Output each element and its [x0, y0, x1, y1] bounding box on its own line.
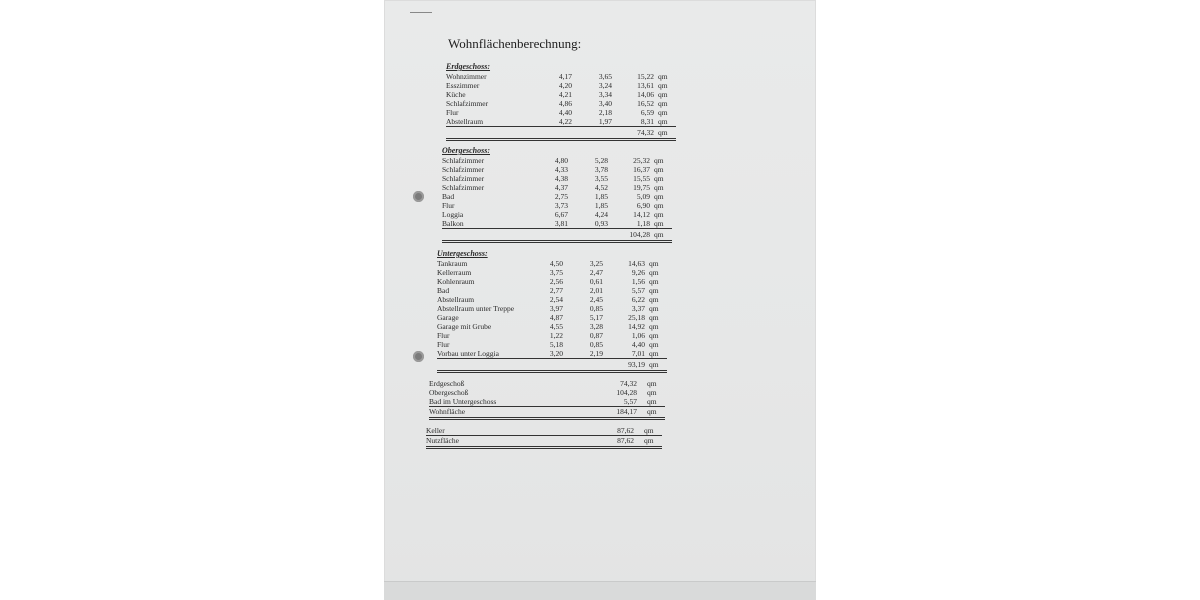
unit-label: qm	[649, 360, 659, 369]
section-heading: Erdgeschoss:	[446, 62, 491, 71]
area-value: 7,01	[631, 349, 645, 358]
unit-label: qm	[654, 165, 664, 174]
table-row	[446, 99, 676, 108]
section-total-row	[446, 126, 676, 137]
room-name: Vorbau unter Loggia	[437, 349, 499, 358]
table-row	[437, 313, 667, 322]
table-row	[442, 165, 672, 174]
section-erdgeschoss	[446, 62, 676, 141]
unit-label: qm	[644, 436, 654, 445]
length-value: 4,37	[554, 183, 568, 192]
table-row	[437, 340, 667, 349]
length-value: 4,33	[554, 165, 568, 174]
document-page	[384, 0, 816, 600]
length-value: 2,54	[549, 295, 563, 304]
width-value: 3,28	[589, 322, 603, 331]
unit-label: qm	[647, 379, 657, 388]
width-value: 0,87	[589, 331, 603, 340]
room-name: Flur	[437, 331, 450, 340]
room-name: Kellerraum	[437, 268, 472, 277]
area-value: 25,32	[633, 156, 650, 165]
unit-label: qm	[654, 210, 664, 219]
unit-label: qm	[658, 128, 668, 137]
unit-label: qm	[654, 174, 664, 183]
room-name: Wohnzimmer	[446, 72, 487, 81]
unit-label: qm	[658, 108, 668, 117]
length-value: 4,22	[558, 117, 572, 126]
table-row	[442, 174, 672, 183]
width-value: 0,85	[589, 340, 603, 349]
unit-label: qm	[658, 81, 668, 90]
area-value: 13,61	[637, 81, 654, 90]
nutzflaeche-label: Nutzfläche	[426, 436, 459, 445]
table-row	[442, 210, 672, 219]
table-row	[446, 108, 676, 117]
room-name: Tankraum	[437, 259, 468, 268]
wohnflaeche-label: Wohnfläche	[429, 407, 466, 416]
unit-label: qm	[658, 72, 668, 81]
unit-label: qm	[654, 156, 664, 165]
width-value: 5,17	[589, 313, 603, 322]
double-underline	[437, 370, 667, 373]
unit-label: qm	[649, 286, 659, 295]
room-name: Loggia	[442, 210, 464, 219]
section-total-value: 104,28	[629, 230, 650, 239]
table-row	[437, 277, 667, 286]
unit-label: qm	[649, 349, 659, 358]
width-value: 2,47	[589, 268, 603, 277]
section-total-value: 74,32	[637, 128, 654, 137]
corner-mark	[410, 6, 432, 22]
unit-label: qm	[658, 99, 668, 108]
double-underline	[442, 240, 672, 243]
unit-label: qm	[654, 183, 664, 192]
section-total-value: 93,19	[628, 360, 645, 369]
area-value: 16,52	[637, 99, 654, 108]
width-value: 3,65	[598, 72, 612, 81]
table-row	[437, 304, 667, 313]
width-value: 0,85	[589, 304, 603, 313]
table-row	[446, 90, 676, 99]
table-row	[437, 295, 667, 304]
room-name: Schlafzimmer	[442, 156, 485, 165]
unit-label: qm	[649, 277, 659, 286]
area-value: 1,06	[631, 331, 645, 340]
room-name: Balkon	[442, 219, 464, 228]
width-value: 3,78	[594, 165, 608, 174]
unit-label: qm	[644, 426, 654, 435]
width-value: 3,55	[594, 174, 608, 183]
table-row	[437, 268, 667, 277]
section-heading: Obergeschoss:	[442, 146, 490, 155]
table-row	[446, 81, 676, 90]
room-name: Flur	[446, 108, 459, 117]
room-name: Schlafzimmer	[442, 165, 485, 174]
table-row	[442, 219, 672, 228]
table-row	[437, 331, 667, 340]
area-value: 16,37	[633, 165, 650, 174]
length-value: 2,77	[549, 286, 563, 295]
unit-label: qm	[647, 397, 657, 406]
length-value: 4,38	[554, 174, 568, 183]
section-obergeschoss	[442, 146, 672, 243]
unit-label: qm	[654, 201, 664, 210]
summary-label: Bad im Untergeschoss	[429, 397, 497, 406]
room-name: Flur	[442, 201, 455, 210]
area-value: 14,92	[628, 322, 645, 331]
punch-hole-bottom	[413, 351, 424, 362]
unit-label: qm	[658, 117, 668, 126]
summary-label: Obergeschoß	[429, 388, 469, 397]
width-value: 3,24	[598, 81, 612, 90]
room-name: Esszimmer	[446, 81, 480, 90]
room-name: Küche	[446, 90, 466, 99]
width-value: 0,93	[594, 219, 608, 228]
length-value: 3,73	[554, 201, 568, 210]
width-value: 4,52	[594, 183, 608, 192]
summary-block	[429, 379, 665, 420]
length-value: 5,18	[549, 340, 563, 349]
width-value: 5,28	[594, 156, 608, 165]
area-value: 1,18	[636, 219, 650, 228]
unit-label: qm	[649, 331, 659, 340]
table-row	[437, 286, 667, 295]
unit-label: qm	[649, 268, 659, 277]
length-value: 4,21	[558, 90, 572, 99]
room-name: Schlafzimmer	[446, 99, 489, 108]
length-value: 4,40	[558, 108, 572, 117]
width-value: 3,34	[598, 90, 612, 99]
width-value: 1,85	[594, 201, 608, 210]
double-underline	[429, 417, 665, 420]
room-name: Schlafzimmer	[442, 183, 485, 192]
nutzflaeche-row	[426, 435, 662, 445]
length-value: 3,20	[549, 349, 563, 358]
section-untergeschoss	[437, 249, 667, 373]
unit-label: qm	[647, 407, 657, 416]
width-value: 3,40	[598, 99, 612, 108]
unit-label: qm	[654, 230, 664, 239]
room-name: Kohlenraum	[437, 277, 475, 286]
area-value: 14,63	[628, 259, 645, 268]
area-value: 6,90	[636, 201, 650, 210]
room-name: Garage mit Grube	[437, 322, 492, 331]
area-value: 25,18	[628, 313, 645, 322]
area-value: 5,09	[636, 192, 650, 201]
section-total-row	[442, 228, 672, 239]
wohnflaeche-row	[429, 406, 665, 416]
length-value: 2,56	[549, 277, 563, 286]
area-value: 14,06	[637, 90, 654, 99]
table-row	[437, 349, 667, 358]
unit-label: qm	[649, 295, 659, 304]
wohnflaeche-value: 184,17	[616, 407, 637, 416]
table-row	[442, 183, 672, 192]
table-row	[446, 72, 676, 81]
room-name: Abstellraum	[446, 117, 484, 126]
width-value: 4,24	[594, 210, 608, 219]
length-value: 3,75	[549, 268, 563, 277]
length-value: 3,97	[549, 304, 563, 313]
room-name: Bad	[437, 286, 450, 295]
summary-row	[429, 388, 665, 397]
unit-label: qm	[654, 192, 664, 201]
section-heading: Untergeschoss:	[437, 249, 488, 258]
length-value: 4,80	[554, 156, 568, 165]
table-row	[442, 192, 672, 201]
paper-bottom-edge	[384, 581, 816, 600]
unit-label: qm	[649, 340, 659, 349]
area-value: 5,57	[631, 286, 645, 295]
summary-value: 74,32	[620, 379, 637, 388]
room-name: Flur	[437, 340, 450, 349]
unit-label: qm	[654, 219, 664, 228]
width-value: 1,97	[598, 117, 612, 126]
area-value: 15,22	[637, 72, 654, 81]
area-value: 3,37	[631, 304, 645, 313]
summary-label: Erdgeschoß	[429, 379, 465, 388]
summary-value: 5,57	[623, 397, 637, 406]
area-value: 8,31	[640, 117, 654, 126]
unit-label: qm	[649, 259, 659, 268]
width-value: 1,85	[594, 192, 608, 201]
room-name: Abstellraum unter Treppe	[437, 304, 515, 313]
unit-label: qm	[649, 304, 659, 313]
keller-block	[426, 426, 662, 449]
unit-label: qm	[649, 322, 659, 331]
room-name: Schlafzimmer	[442, 174, 485, 183]
summary-row	[429, 379, 665, 388]
length-value: 4,17	[558, 72, 572, 81]
unit-label: qm	[658, 90, 668, 99]
table-row	[437, 322, 667, 331]
area-value: 19,75	[633, 183, 650, 192]
length-value: 2,75	[554, 192, 568, 201]
length-value: 6,67	[554, 210, 568, 219]
table-row	[446, 117, 676, 126]
table-row	[442, 201, 672, 210]
section-total-row	[437, 358, 667, 369]
double-underline	[426, 446, 662, 449]
width-value: 2,01	[589, 286, 603, 295]
width-value: 0,61	[589, 277, 603, 286]
width-value: 3,25	[589, 259, 603, 268]
keller-row	[426, 426, 662, 435]
width-value: 2,45	[589, 295, 603, 304]
punch-hole-top	[413, 191, 424, 202]
area-value: 4,40	[631, 340, 645, 349]
room-name: Garage	[437, 313, 459, 322]
double-underline	[446, 138, 676, 141]
table-row	[437, 259, 667, 268]
width-value: 2,18	[598, 108, 612, 117]
area-value: 14,12	[633, 210, 650, 219]
area-value: 6,59	[640, 108, 654, 117]
nutzflaeche-value: 87,62	[617, 436, 634, 445]
length-value: 3,81	[554, 219, 568, 228]
width-value: 2,19	[589, 349, 603, 358]
length-value: 4,86	[558, 99, 572, 108]
room-name: Bad	[442, 192, 455, 201]
area-value: 6,22	[631, 295, 645, 304]
length-value: 4,87	[549, 313, 563, 322]
area-value: 9,26	[631, 268, 645, 277]
table-row	[442, 156, 672, 165]
length-value: 1,22	[549, 331, 563, 340]
summary-row	[429, 397, 665, 406]
page-title: Wohnflächenberechnung:	[448, 36, 582, 51]
summary-value: 104,28	[616, 388, 637, 397]
length-value: 4,55	[549, 322, 563, 331]
area-value: 15,55	[633, 174, 650, 183]
length-value: 4,20	[558, 81, 572, 90]
keller-label: Keller	[426, 426, 445, 435]
area-value: 1,56	[631, 277, 645, 286]
unit-label: qm	[647, 388, 657, 397]
unit-label: qm	[649, 313, 659, 322]
keller-value: 87,62	[617, 426, 634, 435]
room-name: Abstellraum	[437, 295, 475, 304]
length-value: 4,50	[549, 259, 563, 268]
